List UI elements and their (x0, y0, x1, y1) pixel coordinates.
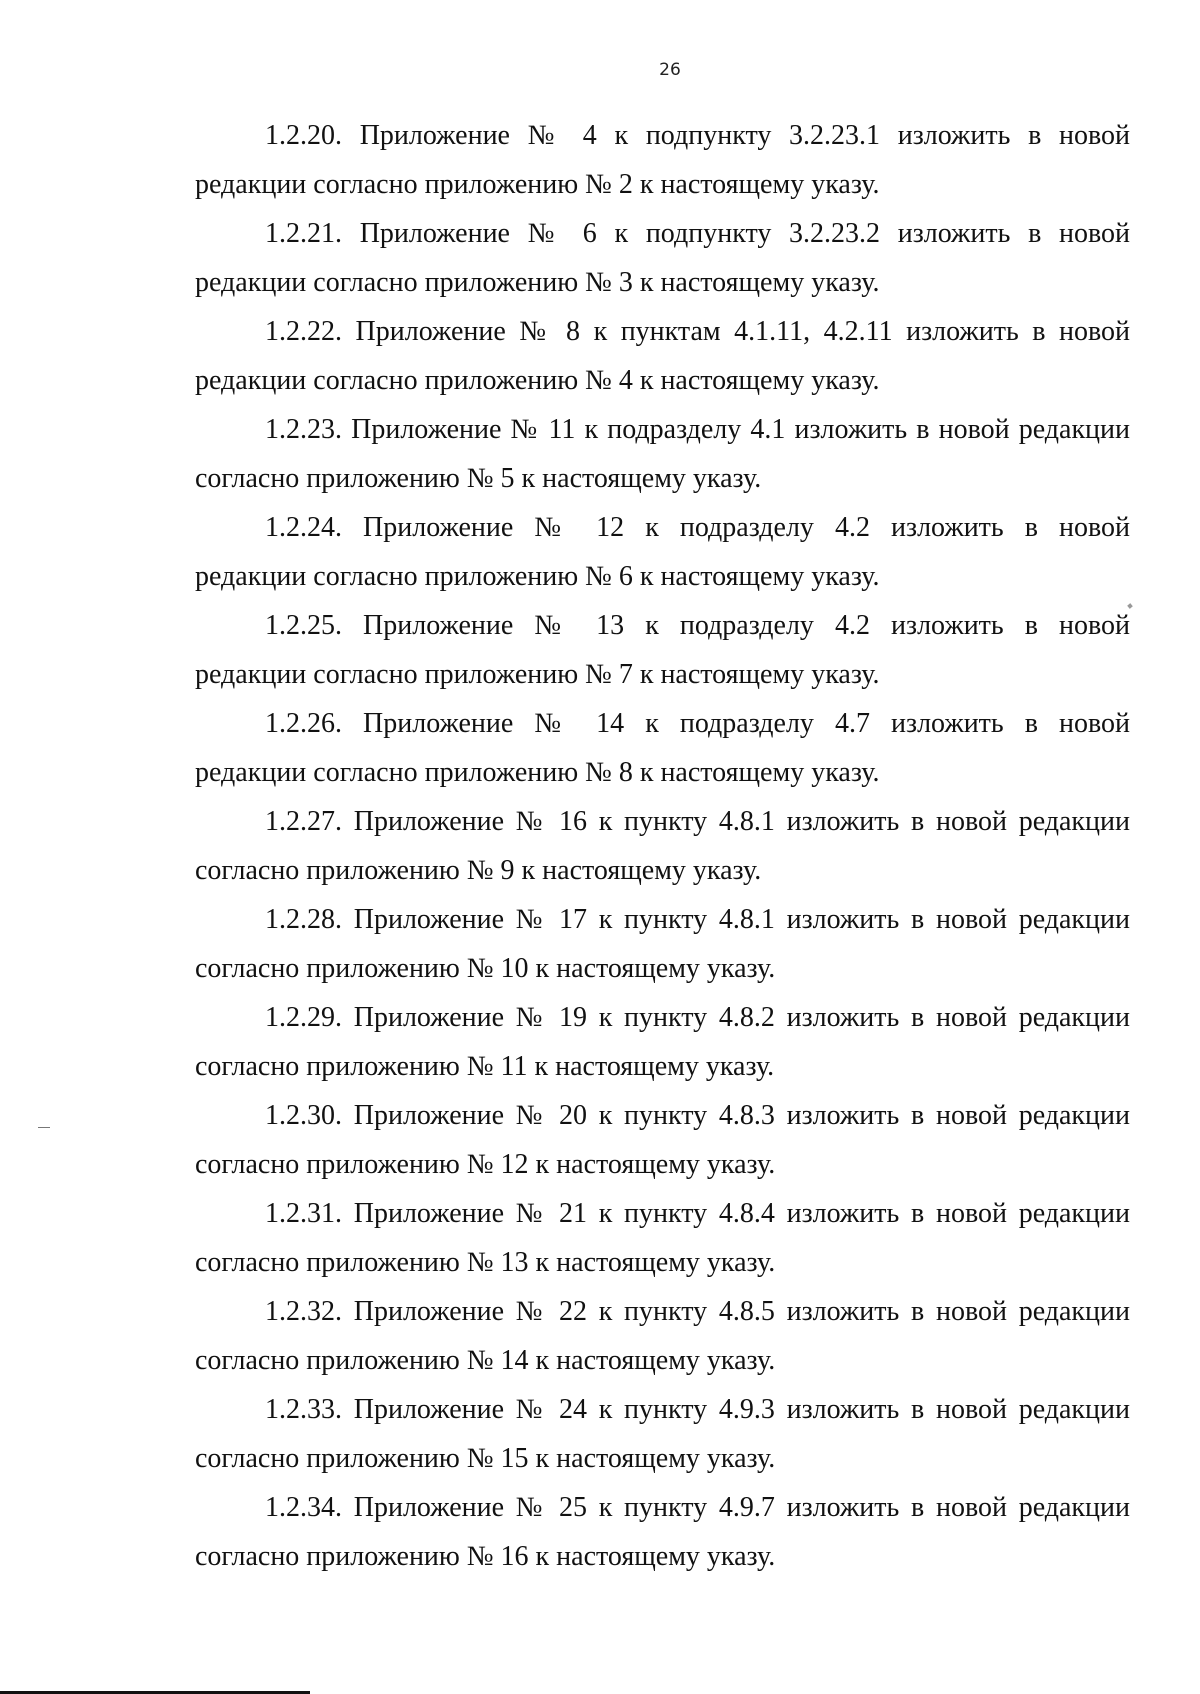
paragraph-first-line: 1.2.33. Приложение № 24 к пункту 4.9.3 изложить в новой редакции (265, 1394, 1130, 1425)
paragraph-1-2-31 (195, 1189, 1130, 1287)
paragraph-second-line: согласно приложению № 16 к настоящему указу. (195, 1541, 776, 1572)
paragraph-first-line: 1.2.29. Приложение № 19 к пункту 4.8.2 изложить в новой редакции (265, 1002, 1130, 1033)
paragraph-first-line: 1.2.32. Приложение № 22 к пункту 4.8.5 изложить в новой редакции (265, 1296, 1130, 1327)
paragraph-second-line: редакции согласно приложению № 4 к настоящему указу. (195, 365, 880, 396)
paragraph-second-line: согласно приложению № 9 к настоящему указу. (195, 855, 762, 886)
paragraph-1-2-30 (195, 1091, 1130, 1189)
paragraph-first-line: 1.2.30. Приложение № 20 к пункту 4.8.3 изложить в новой редакции (265, 1100, 1130, 1131)
paragraph-second-line: согласно приложению № 13 к настоящему указу. (195, 1247, 776, 1278)
paragraph-1-2-24 (195, 503, 1130, 601)
paragraph-second-line: согласно приложению № 5 к настоящему указу. (195, 463, 762, 494)
paragraph-second-line: согласно приложению № 11 к настоящему указу. (195, 1051, 775, 1082)
paragraph-first-line: 1.2.20. Приложение № 4 к подпункту 3.2.23.1 изложить в новой (265, 120, 1130, 151)
paragraph-second-line: редакции согласно приложению № 2 к настоящему указу. (195, 169, 880, 200)
paragraph-1-2-29 (195, 993, 1130, 1091)
paragraph-first-line: 1.2.24. Приложение № 12 к подразделу 4.2 изложить в новой (265, 512, 1130, 543)
scan-artifact (38, 1127, 50, 1128)
paragraph-1-2-23 (195, 405, 1130, 503)
paragraph-1-2-28 (195, 895, 1130, 993)
paragraph-first-line: 1.2.25. Приложение № 13 к подразделу 4.2 изложить в новой (265, 610, 1130, 641)
paragraph-1-2-32 (195, 1287, 1130, 1385)
paragraph-first-line: 1.2.22. Приложение № 8 к пунктам 4.1.11, 4.2.11 изложить в новой (265, 316, 1130, 347)
document-body (195, 111, 1130, 1581)
paragraph-1-2-25 (195, 601, 1130, 699)
paragraph-first-line: 1.2.34. Приложение № 25 к пункту 4.9.7 изложить в новой редакции (265, 1492, 1130, 1523)
paragraph-1-2-33 (195, 1385, 1130, 1483)
paragraph-second-line: редакции согласно приложению № 7 к настоящему указу. (195, 659, 880, 690)
paragraph-1-2-34 (195, 1483, 1130, 1581)
paragraph-1-2-26 (195, 699, 1130, 797)
paragraph-1-2-27 (195, 797, 1130, 895)
paragraph-first-line: 1.2.31. Приложение № 21 к пункту 4.8.4 изложить в новой редакции (265, 1198, 1130, 1229)
paragraph-second-line: согласно приложению № 12 к настоящему указу. (195, 1149, 776, 1180)
paragraph-second-line: редакции согласно приложению № 3 к настоящему указу. (195, 267, 880, 298)
paragraph-second-line: согласно приложению № 15 к настоящему указу. (195, 1443, 776, 1474)
paragraph-second-line: согласно приложению № 10 к настоящему указу. (195, 953, 776, 984)
paragraph-1-2-21 (195, 209, 1130, 307)
paragraph-first-line: 1.2.26. Приложение № 14 к подразделу 4.7 изложить в новой (265, 708, 1130, 739)
paragraph-first-line: 1.2.28. Приложение № 17 к пункту 4.8.1 изложить в новой редакции (265, 904, 1130, 935)
paragraph-first-line: 1.2.21. Приложение № 6 к подпункту 3.2.23.2 изложить в новой (265, 218, 1130, 249)
paragraph-second-line: согласно приложению № 14 к настоящему указу. (195, 1345, 776, 1376)
paragraph-first-line: 1.2.27. Приложение № 16 к пункту 4.8.1 изложить в новой редакции (265, 806, 1130, 837)
paragraph-first-line: 1.2.23. Приложение № 11 к подразделу 4.1 изложить в новой редакции (265, 414, 1130, 445)
paragraph-1-2-20 (195, 111, 1130, 209)
page-number: 26 (659, 60, 681, 80)
paragraph-second-line: редакции согласно приложению № 8 к настоящему указу. (195, 757, 880, 788)
paragraph-second-line: редакции согласно приложению № 6 к настоящему указу. (195, 561, 880, 592)
paragraph-1-2-22 (195, 307, 1130, 405)
